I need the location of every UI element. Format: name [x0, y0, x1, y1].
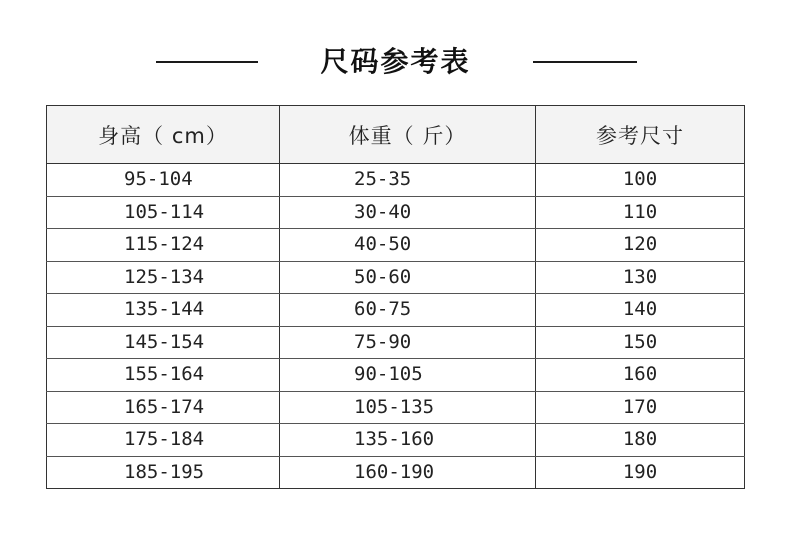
header-weight: 体重（ 斤） [280, 106, 536, 164]
table-row [47, 164, 745, 197]
height-cell: 165-174 [47, 391, 280, 424]
weight-cell: 135-160 [280, 424, 536, 457]
size-chart-table [46, 105, 745, 489]
weight-cell: 90-105 [280, 359, 536, 392]
size-cell: 120 [536, 229, 745, 262]
table-row [47, 424, 745, 457]
weight-cell: 60-75 [280, 294, 536, 327]
table-row [47, 261, 745, 294]
height-cell: 125-134 [47, 261, 280, 294]
weight-cell: 30-40 [280, 196, 536, 229]
table-row [47, 391, 745, 424]
weight-cell: 105-135 [280, 391, 536, 424]
weight-cell: 25-35 [280, 164, 536, 197]
table-row [47, 294, 745, 327]
weight-cell: 50-60 [280, 261, 536, 294]
table-row [47, 326, 745, 359]
height-cell: 155-164 [47, 359, 280, 392]
title-row [0, 40, 790, 84]
page-title: 尺码参考表 [320, 45, 471, 78]
title-rule-left [156, 61, 258, 63]
size-cell: 190 [536, 456, 745, 489]
table-row [47, 229, 745, 262]
size-cell: 130 [536, 261, 745, 294]
header-size: 参考尺寸 [536, 106, 745, 164]
height-cell: 95-104 [47, 164, 280, 197]
size-cell: 170 [536, 391, 745, 424]
height-cell: 115-124 [47, 229, 280, 262]
table-row [47, 196, 745, 229]
title-rule-right [533, 61, 637, 63]
size-cell: 150 [536, 326, 745, 359]
size-cell: 140 [536, 294, 745, 327]
height-cell: 175-184 [47, 424, 280, 457]
size-cell: 180 [536, 424, 745, 457]
size-cell: 100 [536, 164, 745, 197]
height-cell: 135-144 [47, 294, 280, 327]
table-row [47, 359, 745, 392]
height-cell: 185-195 [47, 456, 280, 489]
header-height: 身高（ cm） [47, 106, 280, 164]
header-row [47, 106, 745, 164]
size-cell: 110 [536, 196, 745, 229]
weight-cell: 40-50 [280, 229, 536, 262]
weight-cell: 160-190 [280, 456, 536, 489]
weight-cell: 75-90 [280, 326, 536, 359]
height-cell: 145-154 [47, 326, 280, 359]
table-row [47, 456, 745, 489]
size-cell: 160 [536, 359, 745, 392]
height-cell: 105-114 [47, 196, 280, 229]
